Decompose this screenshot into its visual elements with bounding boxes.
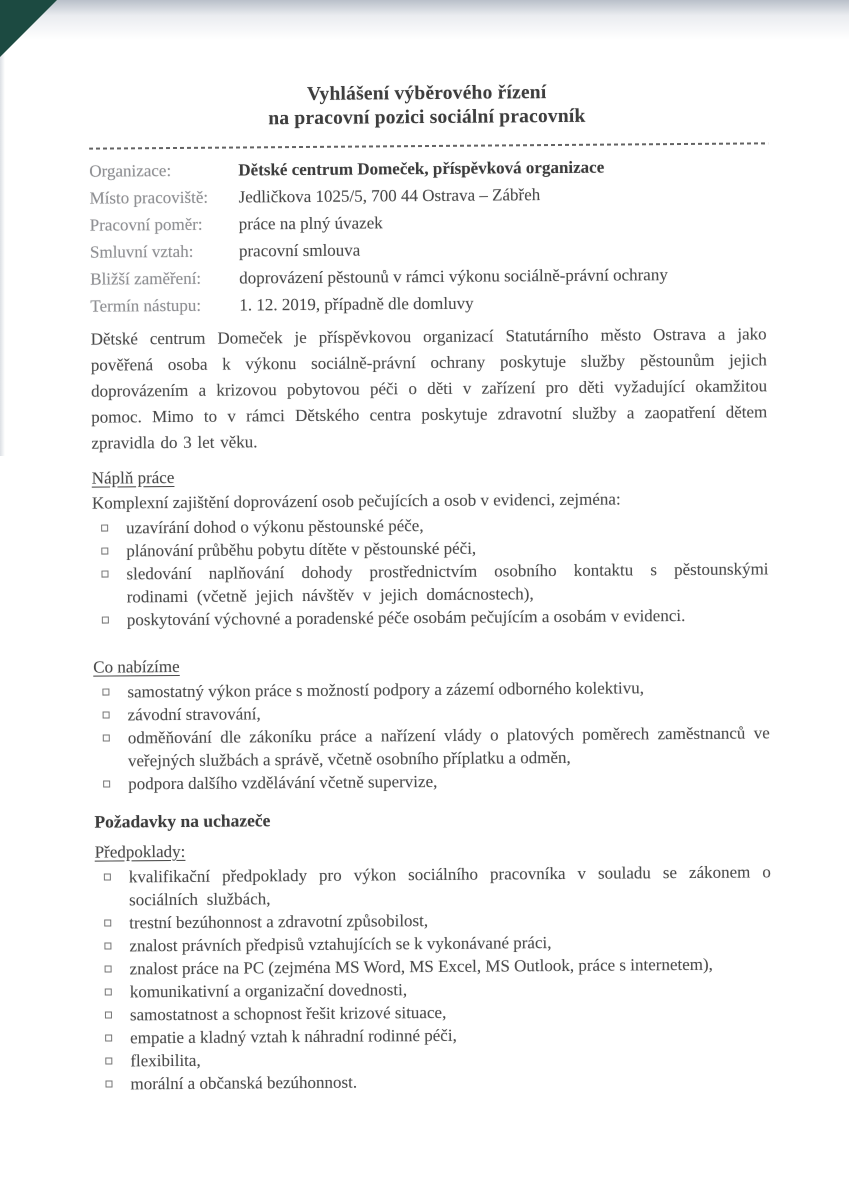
square-bullet-icon — [104, 920, 111, 927]
bullet-text: znalost práce na PC (zejména MS Word, MS Excel, MS Outlook, práce s internetem), — [129, 954, 713, 979]
square-bullet-icon — [102, 689, 109, 696]
bullet-item — [95, 860, 771, 911]
title-line-2: na pracovní pozici sociální pracovník — [268, 105, 586, 130]
bullet-text: empatie a kladný vztah k náhradní rodinné péči, — [130, 1025, 457, 1048]
info-label: Místo pracoviště: — [89, 187, 209, 208]
bullet-item — [94, 721, 770, 772]
info-label: Smluvní vztah: — [89, 241, 194, 262]
square-bullet-icon — [103, 712, 110, 719]
bullet-list-napln-prace — [92, 511, 769, 631]
title-line-1: Vyhlášení výběrového řízení — [306, 82, 547, 105]
scan-corner-artifact — [0, 0, 57, 57]
scan-left-edge-shadow — [0, 0, 5, 456]
square-bullet-icon — [105, 1057, 112, 1064]
bullet-text: komunikativní a organizační dovednosti, — [129, 980, 408, 1002]
dashed-divider-line — [89, 142, 768, 149]
bullet-item — [94, 767, 770, 795]
bullet-text: plánování průběhu pobytu dítěte v pěstounské péči, — [126, 538, 477, 561]
info-value: pracovní smlouva — [238, 240, 361, 261]
section-heading-napln-prace: Náplň práce — [91, 467, 175, 488]
bullet-text: trestní bezúhonnost a zdravotní způsobilost, — [129, 911, 429, 933]
info-label: Bližší zaměření: — [90, 268, 202, 289]
square-bullet-icon — [102, 617, 109, 624]
square-bullet-icon — [105, 1034, 112, 1041]
bullet-text: uzavírání dohod o výkonu pěstounské péče, — [126, 516, 424, 538]
square-bullet-icon — [105, 988, 112, 995]
bullet-text: samostatný výkon práce s možností podpory a zázemí odborného kolektivu, — [127, 678, 644, 702]
info-label: Organizace: — [89, 161, 172, 181]
intro-paragraph: Dětské centrum Domeček je příspěvkovou organizací Statutárního město Ostrava a jako pověřená osoba k výkonu sociálně-právní ochrany poskytuje služby pěstounům jejich doprovázením a krizovou pobytovou péči o děti v zařízení pro děti vyžadující okamžitou pomoc. Mimo to v rámci Dětského centra poskytuje zdravotní služby a zaopatření dětem zpravidla do 3 let věku. — [90, 324, 768, 453]
scanned-document-page — [88, 0, 773, 1096]
square-bullet-icon — [101, 548, 108, 555]
info-value: práce na plný úvazek — [238, 213, 383, 234]
info-label: Termín nástupu: — [90, 295, 202, 316]
bullet-text: poskytování výchovné a poradenské péče osobám pečujícím a osobám v evidenci. — [126, 605, 686, 630]
bullet-text: závodní stravování, — [127, 704, 261, 725]
info-value: 1. 12. 2019, případně dle domluvy — [239, 293, 474, 315]
requirements-heading: Požadavky na uchazeče — [94, 810, 271, 832]
square-bullet-icon — [105, 1011, 112, 1018]
square-bullet-icon — [105, 1080, 112, 1087]
bullet-text: kvalifikační předpoklady pro výkon sociálního pracovníka v souladu se zákonem o sociálních službách, — [128, 862, 771, 910]
info-value: Jedličkova 1025/5, 700 44 Ostrava – Zábřeh — [238, 185, 541, 207]
square-bullet-icon — [104, 874, 111, 881]
bullet-text: podpora dalšího vzdělávání včetně supervize, — [128, 771, 438, 794]
info-row-termin-nastupu — [90, 287, 766, 319]
info-value: Dětské centrum Domeček, příspěvková organizace — [238, 157, 605, 180]
square-bullet-icon — [105, 965, 112, 972]
bullet-text: odměňování dle zákoníku práce a nařízení vlády o platových poměrech zaměstnanců ve veřejných službách a správě, včetně osobního příplatku a odměn, — [127, 723, 770, 771]
square-bullet-icon — [103, 781, 110, 788]
bullet-text: znalost právních předpisů vztahujících se k vykonávané práci, — [129, 933, 552, 956]
bullet-item — [92, 557, 768, 608]
square-bullet-icon — [101, 571, 108, 578]
square-bullet-icon — [104, 942, 111, 949]
requirements-subheading: Předpoklady: — [94, 841, 186, 862]
bullet-item — [93, 603, 769, 631]
bullet-text: samostatnost a schopnost řešit krizové situace, — [129, 1002, 447, 1025]
info-value: doprovázení pěstounů v rámci výkonu sociálně-právní ochrany — [239, 265, 668, 288]
bullet-list-pozadavky — [95, 860, 773, 1095]
bullet-text: morální a občanská bezúhonnost. — [130, 1072, 358, 1094]
bullet-list-co-nabizime — [93, 675, 770, 795]
section-lead-napln-prace: Komplexní zajištění doprovázení osob pečujících a osob v evidenci, zejména: — [91, 489, 621, 513]
info-block — [89, 152, 766, 319]
bullet-item — [96, 1067, 772, 1095]
bullet-text: flexibilita, — [130, 1050, 201, 1071]
square-bullet-icon — [103, 735, 110, 742]
section-heading-co-nabizime: Co nabízíme — [93, 656, 180, 677]
page-title — [89, 79, 765, 132]
square-bullet-icon — [101, 525, 108, 532]
bullet-text: sledování naplňování dohody prostřednictvím osobního kontaktu s pěstounskými rodinami (včetně jejich návštěv v jejich domácnostech), — [126, 559, 769, 607]
info-label: Pracovní poměr: — [89, 214, 203, 235]
